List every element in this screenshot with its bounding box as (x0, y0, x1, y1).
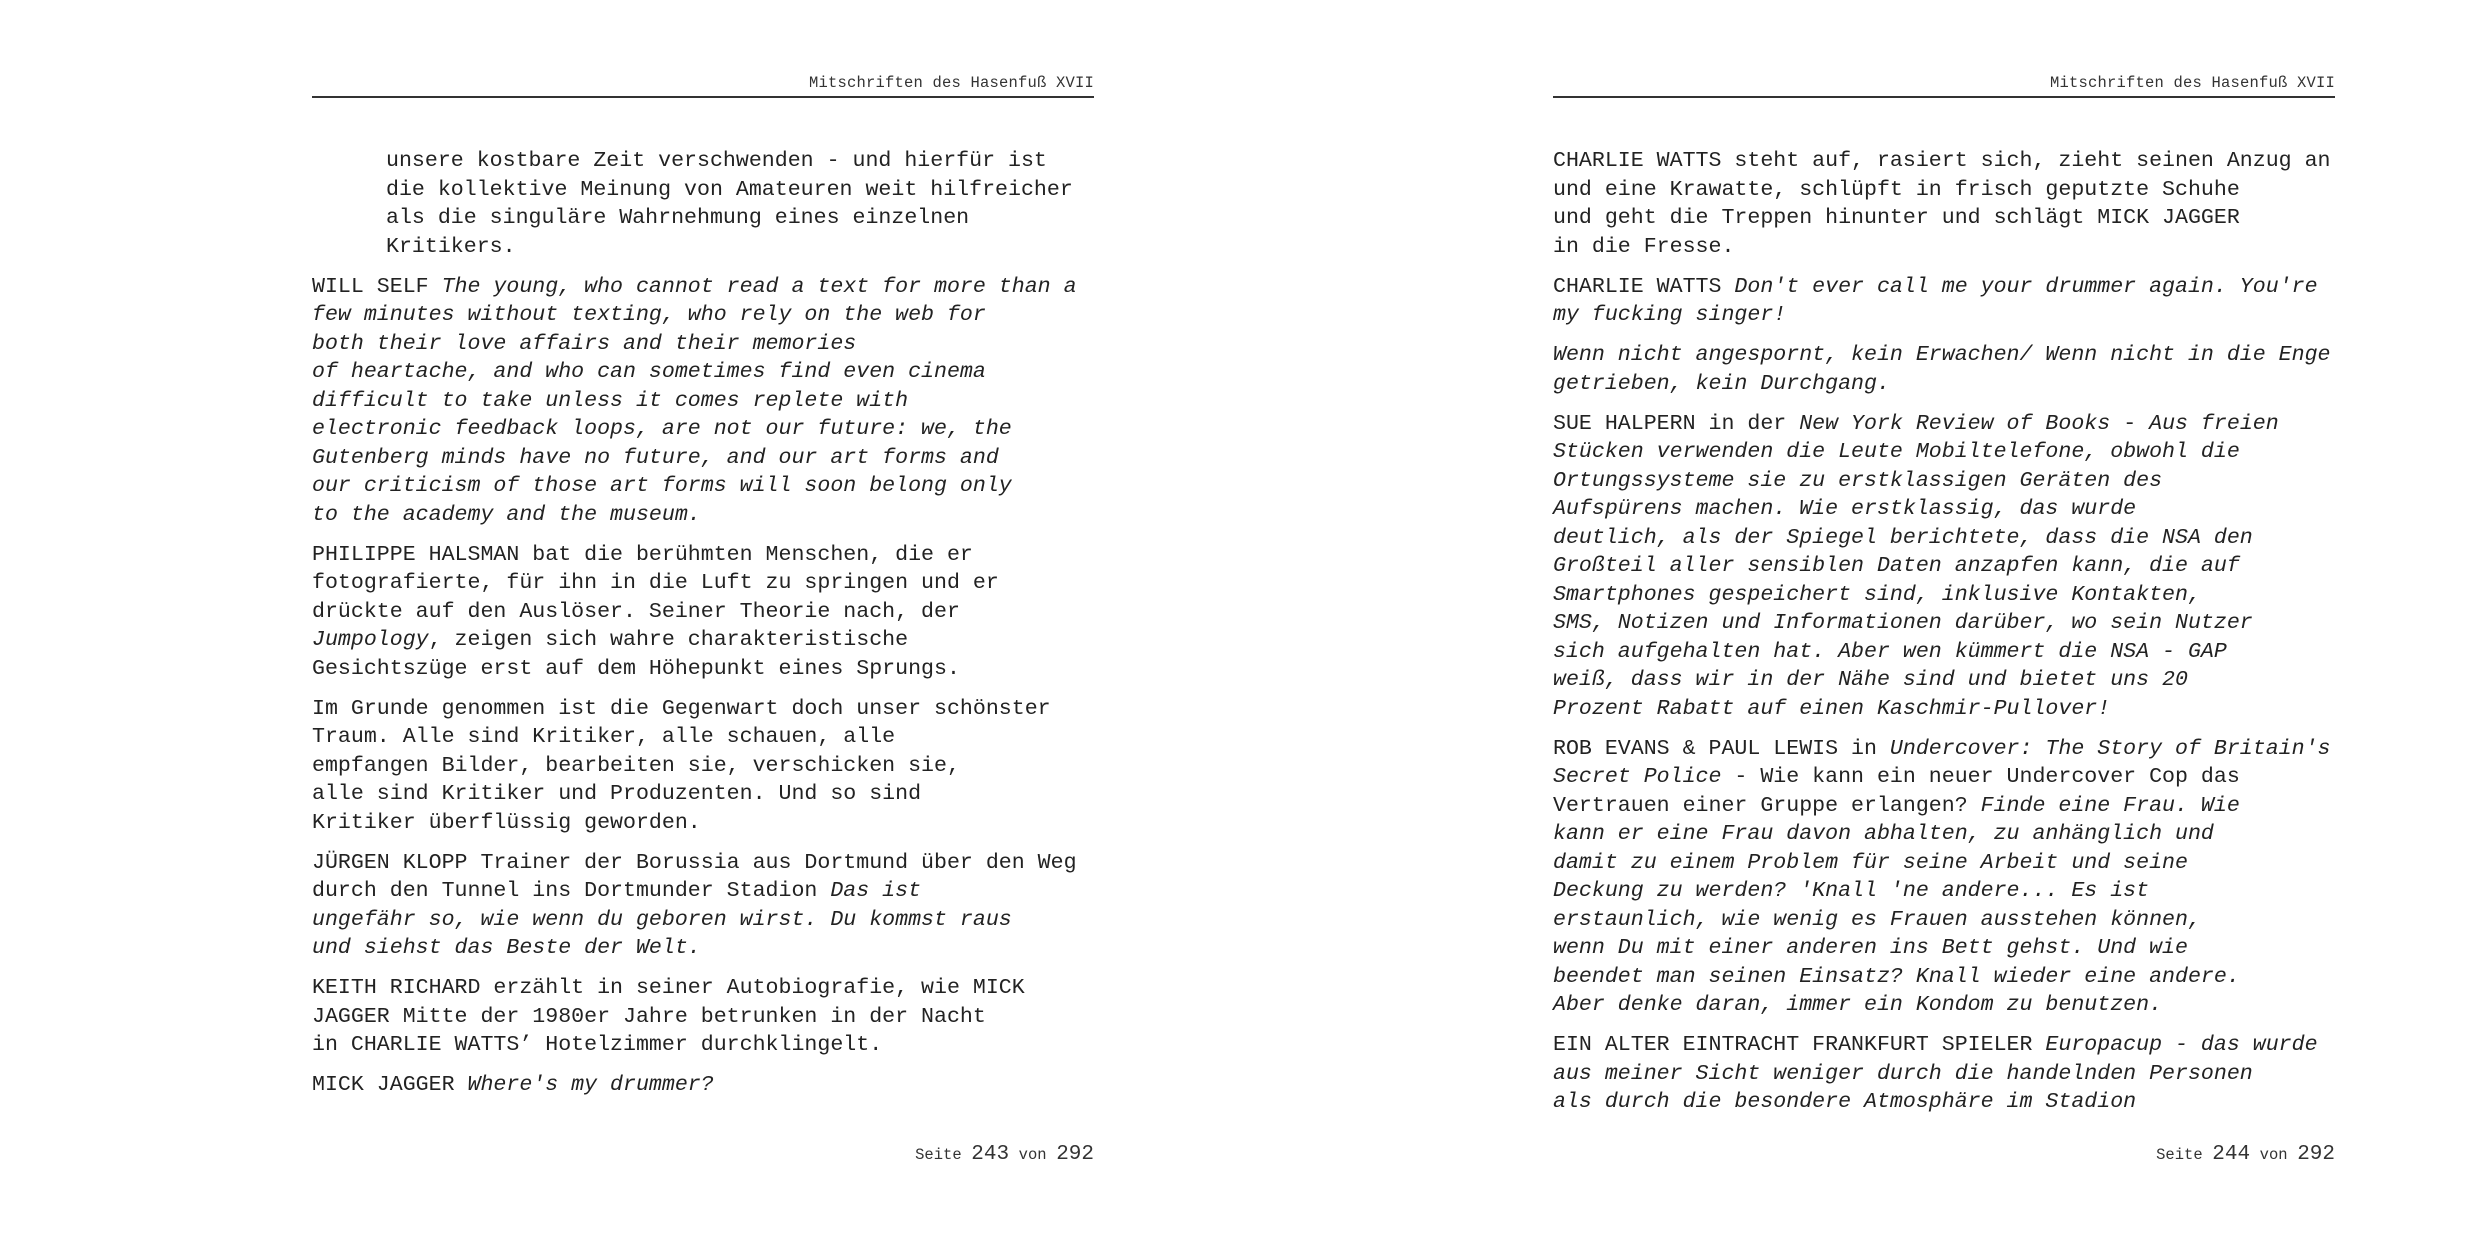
text-line (312, 809, 1094, 838)
text: durch den Tunnel ins Dortmunder Stadion (312, 879, 831, 903)
italic-text: Don't ever call me your drummer again. You're (1734, 274, 2318, 299)
text-line (312, 655, 1094, 684)
text-line (312, 877, 1094, 906)
page-total: 292 (2297, 1143, 2335, 1166)
text-line (312, 752, 1094, 781)
text-line (1553, 552, 2335, 581)
footer-von-label: von (1018, 1146, 1047, 1164)
paragraph (1553, 1031, 2335, 1117)
italic-text: New York Review of Books (1799, 411, 2111, 436)
text: JAGGER Mitte der 1980er Jahre betrunken in der Nacht (312, 1004, 986, 1029)
text-line (1553, 792, 2335, 821)
italic-text: to the academy and the museum. (312, 502, 701, 527)
italic-text: weiß, dass wir in der Nähe sind und bietet uns 20 (1553, 668, 2188, 692)
text-line (1553, 849, 2335, 878)
text-line (1553, 1031, 2335, 1060)
text: MICK JAGGER (312, 1073, 468, 1097)
paragraph (1553, 735, 2335, 1020)
paragraph (312, 974, 1094, 1060)
text-line (312, 1071, 1094, 1100)
text: JÜRGEN KLOPP Trainer der Borussia aus Dortmund über den Weg (312, 850, 1077, 875)
italic-text: ungefähr so, wie wenn du geboren wirst. Du kommst raus (312, 907, 1012, 932)
italic-text: Gutenberg minds have no future, and our art forms and (312, 445, 999, 470)
text-line (312, 444, 1094, 473)
italic-text: Aber denke daran, immer ein Kondom zu benutzen. (1553, 993, 2163, 1017)
text: Kritikers. (386, 234, 516, 259)
italic-text: Großteil aller sensiblen Daten anzapfen kann, die auf (1553, 554, 2240, 578)
italic-text: Where's my drummer? (467, 1073, 714, 1097)
text-line (312, 358, 1094, 387)
text: die kollektive Meinung von Amateuren weit hilfreicher (386, 177, 1073, 202)
italic-text: SMS, Notizen und Informationen darüber, wo sein Nutzer (1553, 611, 2253, 635)
text-line (312, 501, 1094, 530)
italic-text: Das ist (830, 879, 922, 903)
paragraph (312, 695, 1094, 838)
text-line (1553, 934, 2335, 963)
italic-text: Finde eine Frau. Wie (1980, 793, 2240, 818)
italic-text: Europacup - das wurde (2045, 1033, 2318, 1057)
italic-text: als durch die besondere Atmosphäre im Stadion (1553, 1090, 2137, 1114)
text: PHILIPPE HALSMAN bat die berühmten Menschen, die er (312, 542, 973, 567)
paragraph (312, 541, 1094, 684)
text-line (312, 330, 1094, 359)
text-line (1553, 609, 2335, 638)
text: EIN ALTER EINTRACHT FRANKFURT SPIELER (1553, 1033, 2046, 1057)
text: Traum. Alle sind Kritiker, alle schauen, alle (312, 725, 896, 749)
text: CHARLIE WATTS (1553, 274, 1735, 299)
italic-text: wenn Du mit einer anderen ins Bett gehst. Und wie (1553, 936, 2188, 960)
text-line (1553, 176, 2335, 205)
text: drückte auf den Auslöser. Seiner Theorie nach, der (312, 599, 960, 624)
text: WILL SELF (312, 274, 442, 299)
paragraph (312, 1071, 1094, 1100)
text-line (312, 849, 1094, 878)
page-body (1553, 147, 2335, 1128)
italic-text: erstaunlich, wie wenig es Frauen ausstehen können, (1553, 907, 2201, 932)
paragraph (1553, 273, 2335, 330)
italic-text: deutlich, als der Spiegel berichtete, dass die NSA den (1553, 525, 2253, 550)
text-line (1553, 301, 2335, 330)
paragraph (312, 849, 1094, 963)
text-line (1553, 820, 2335, 849)
italic-text: both their love affairs and their memories (312, 331, 857, 356)
text: empfangen Bilder, bearbeiten sie, verschicken sie, (312, 753, 960, 778)
text-line (312, 415, 1094, 444)
text-line (1553, 273, 2335, 302)
text: als die singuläre Wahrnehmung eines einzelnen (386, 206, 970, 230)
page-footer (915, 1143, 1094, 1166)
text-line (312, 569, 1094, 598)
page-number: 244 (2212, 1143, 2251, 1166)
text-line (1553, 877, 2335, 906)
text: alle sind Kritiker und Produzenten. Und so sind (312, 782, 922, 806)
text: ROB EVANS & PAUL LEWIS in (1553, 736, 1890, 761)
text-line (312, 598, 1094, 627)
text-line (1553, 991, 2335, 1020)
italic-text: Deckung zu werden? 'Knall 'ne andere... Es ist (1553, 879, 2150, 903)
text-line (312, 974, 1094, 1003)
text-line (312, 1003, 1094, 1032)
italic-text: Prozent Rabatt auf einen Kaschmir-Pullover! (1553, 696, 2111, 721)
text-line (1553, 963, 2335, 992)
text: Im Grunde genommen ist die Gegenwart doch unser schönster (312, 696, 1051, 721)
text: Gesichtszüge erst auf dem Höhepunkt eines Sprungs. (312, 656, 960, 681)
italic-text: Undercover: The Story of Britain's (1889, 736, 2331, 761)
right-page (1553, 0, 2335, 1240)
italic-text: beendet man seinen Einsatz? Knall wieder eine andere. (1553, 964, 2240, 989)
header-rule (312, 96, 1094, 98)
italic-text: The young, who cannot read a text for more than a (441, 274, 1077, 299)
text-line (1553, 495, 2335, 524)
text-line (386, 147, 1094, 176)
text: - (2110, 411, 2150, 436)
text: in die Fresse. (1553, 234, 1735, 259)
running-head: Mitschriften des Hasenfuß XVII (2049, 74, 2335, 92)
paragraph (1553, 341, 2335, 398)
italic-text: difficult to take unless it comes replete with (312, 388, 909, 413)
text-line (1553, 763, 2335, 792)
text-line (312, 695, 1094, 724)
italic-text: Aufspürens machen. Wie erstklassig, das wurde (1553, 497, 2137, 521)
italic-text: Jumpology (312, 628, 429, 652)
text-line (1553, 370, 2335, 399)
italic-text: damit zu einem Problem für seine Arbeit und seine (1553, 850, 2188, 875)
italic-text: und siehst das Beste der Welt. (312, 936, 701, 960)
running-head: Mitschriften des Hasenfuß XVII (808, 74, 1094, 92)
text-line (312, 723, 1094, 752)
text-line (312, 301, 1094, 330)
text-line (312, 626, 1094, 655)
italic-text: aus meiner Sicht weniger durch die handelnden Personen (1553, 1061, 2253, 1086)
text-line (312, 780, 1094, 809)
text-line (1553, 524, 2335, 553)
text-line (312, 387, 1094, 416)
text-line (312, 541, 1094, 570)
paragraph (312, 273, 1094, 530)
text-line (1553, 1060, 2335, 1089)
text: KEITH RICHARD erzählt in seiner Autobiografie, wie MICK (312, 976, 1025, 1000)
italic-text: few minutes without texting, who rely on the web for (312, 303, 986, 327)
footer-seite-label: Seite (915, 1146, 962, 1164)
text-line (1553, 906, 2335, 935)
page-total: 292 (1056, 1143, 1094, 1166)
text: - Wie kann ein neuer Undercover Cop das (1721, 765, 2240, 789)
text: Kritiker überflüssig geworden. (312, 810, 701, 835)
text-line (1553, 438, 2335, 467)
italic-text: my fucking singer! (1553, 303, 1787, 327)
page-footer (2156, 1143, 2335, 1166)
italic-text: Smartphones gespeichert sind, inklusive Kontakten, (1553, 582, 2201, 607)
text-line (312, 1031, 1094, 1060)
paragraph (312, 147, 1094, 261)
text: in CHARLIE WATTS’ Hotelzimmer durchklingelt. (312, 1033, 883, 1057)
text-line (386, 176, 1094, 205)
footer-von-label: von (2259, 1146, 2288, 1164)
text-line (1553, 638, 2335, 667)
text-line (1553, 1088, 2335, 1117)
text: unsere kostbare Zeit verschwenden - und hierfür ist (386, 149, 1047, 173)
paragraph (1553, 147, 2335, 261)
page-number: 243 (971, 1143, 1010, 1166)
italic-text: Stücken verwenden die Leute Mobiltelefone, obwohl die (1553, 440, 2240, 464)
italic-text: sich aufgehalten hat. Aber wen kümmert die NSA - GAP (1553, 639, 2227, 664)
text-line (386, 204, 1094, 233)
italic-text: our criticism of those art forms will soon belong only (312, 474, 1012, 498)
header-rule (1553, 96, 2335, 98)
italic-text: electronic feedback loops, are not our future: we, the (312, 417, 1012, 441)
text-line (1553, 735, 2335, 764)
text-line (312, 906, 1094, 935)
italic-text: of heartache, and who can sometimes find even cinema (312, 360, 986, 384)
footer-seite-label: Seite (2156, 1146, 2203, 1164)
text-line (1553, 666, 2335, 695)
page-body (312, 147, 1094, 1111)
text: fotografierte, für ihn in die Luft zu springen und er (312, 571, 999, 595)
italic-text: kann er eine Frau davon abhalten, zu anhänglich und (1553, 822, 2214, 846)
italic-text: Ortungssysteme sie zu erstklassigen Geräten des (1553, 468, 2163, 493)
text-line (312, 472, 1094, 501)
text-line (1553, 147, 2335, 176)
text-line (312, 934, 1094, 963)
text-line (1553, 695, 2335, 724)
text-line (1553, 467, 2335, 496)
italic-text: getrieben, kein Durchgang. (1553, 371, 1890, 396)
italic-text: Wenn nicht angespornt, kein Erwachen/ Wenn nicht in die Enge (1553, 343, 2331, 367)
left-page (312, 0, 1094, 1240)
text-line (1553, 410, 2335, 439)
text: Vertrauen einer Gruppe erlangen? (1553, 793, 1981, 818)
paragraph (1553, 410, 2335, 724)
text-line (312, 273, 1094, 302)
text-line (1553, 341, 2335, 370)
text-line (1553, 233, 2335, 262)
text: und eine Krawatte, schlüpft in frisch geputzte Schuhe (1553, 177, 2240, 202)
text: SUE HALPERN in der (1553, 411, 1800, 436)
text-line (386, 233, 1094, 262)
text: und geht die Treppen hinunter und schlägt MICK JAGGER (1553, 206, 2240, 230)
italic-text: Aus freien (2149, 411, 2279, 436)
text: , zeigen sich wahre charakteristische (428, 628, 909, 652)
text-line (1553, 204, 2335, 233)
italic-text: Secret Police (1553, 765, 1722, 789)
text-line (1553, 581, 2335, 610)
text: CHARLIE WATTS steht auf, rasiert sich, zieht seinen Anzug an (1553, 149, 2331, 173)
